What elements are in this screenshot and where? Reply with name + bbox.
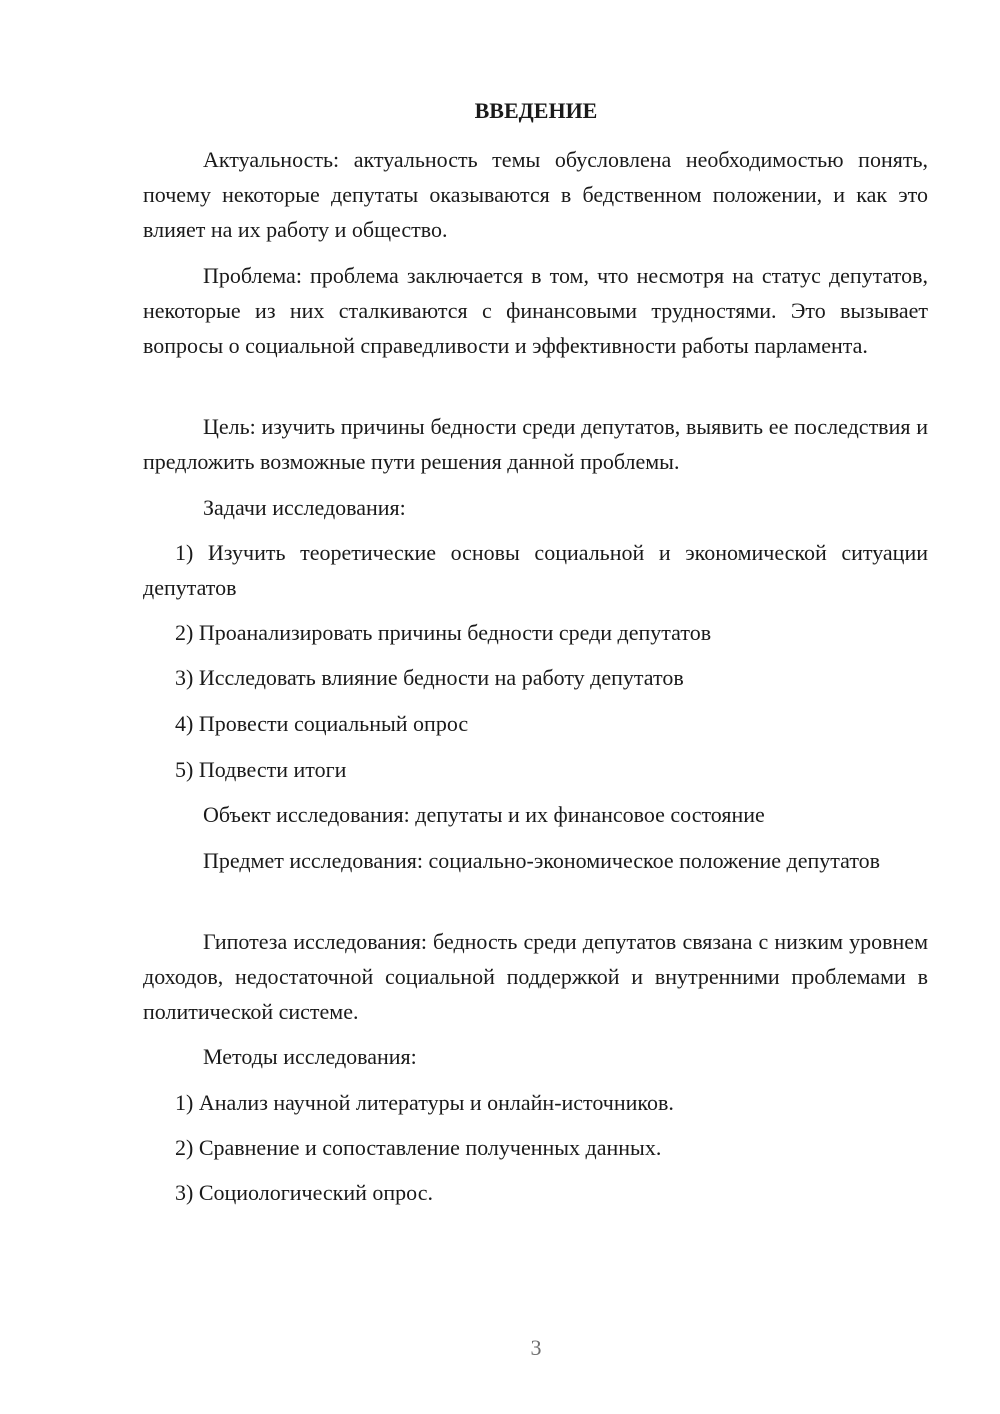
task-item-3: 3) Исследовать влияние бедности на работу депутатов xyxy=(175,665,684,690)
task-item-5: 5) Подвести итоги xyxy=(175,757,347,782)
method-item-1: 1) Анализ научной литературы и онлайн-источников. xyxy=(175,1090,674,1115)
task-item-2: 2) Проанализировать причины бедности среди депутатов xyxy=(175,620,712,645)
goal-paragraph: Цель: изучить причины бедности среди депутатов, выявить ее последствия и предложить возможные пути решения данной проблемы. xyxy=(143,414,928,474)
page-number: 3 xyxy=(530,1335,542,1360)
subject-paragraph: Предмет исследования: социально-экономическое положение депутатов xyxy=(203,848,881,873)
task-item-4: 4) Провести социальный опрос xyxy=(175,711,469,736)
method-item-2: 2) Сравнение и сопоставление полученных данных. xyxy=(175,1135,662,1160)
tasks-heading: Задачи исследования: xyxy=(203,495,406,520)
method-item-3: 3) Социологический опрос. xyxy=(175,1180,433,1205)
methods-heading: Методы исследования: xyxy=(203,1044,417,1069)
section-title: ВВЕДЕНИЕ xyxy=(474,98,598,123)
relevance-paragraph: Актуальность: актуальность темы обусловлена необходимостью понять, почему некоторые депутаты оказываются в бедственном положении, и как это влияет на их работу и общество. xyxy=(143,147,928,242)
task-item-1: 1) Изучить теоретические основы социальной и экономической ситуации депутатов xyxy=(143,540,928,600)
problem-paragraph: Проблема: проблема заключается в том, что несмотря на статус депутатов, некоторые из них сталкиваются с финансовыми трудностями. Это вызывает вопросы о социальной справедливости и эффективности работы парламента. xyxy=(143,263,928,358)
hypothesis-paragraph: Гипотеза исследования: бедность среди депутатов связана с низким уровнем доходов, недостаточной социальной поддержкой и внутренними проблемами в политической системе. xyxy=(143,929,928,1024)
object-line: Объект исследования: депутаты и их финансовое состояние xyxy=(203,802,765,827)
